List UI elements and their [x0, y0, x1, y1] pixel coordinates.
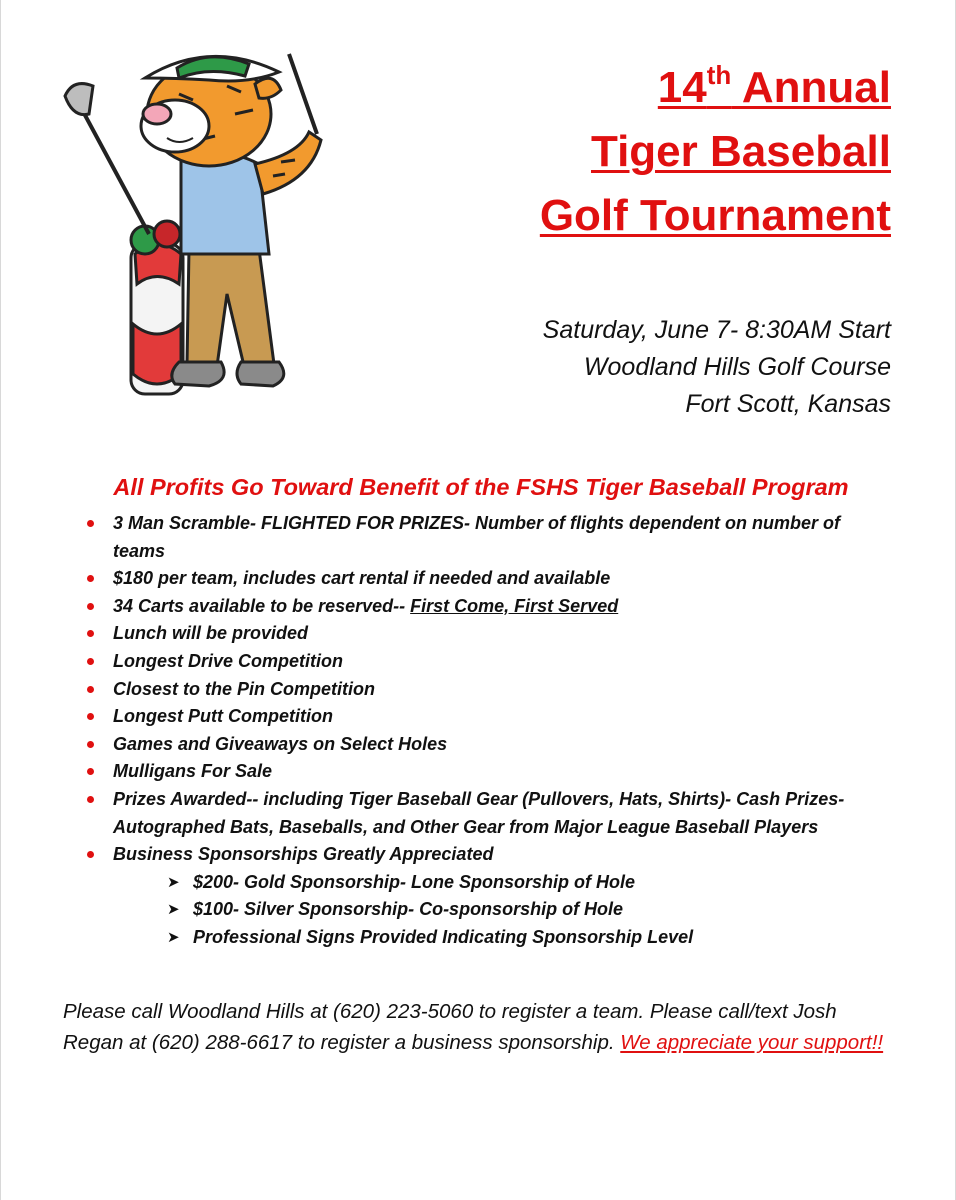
bullet-icon	[87, 520, 94, 527]
registration-text: Please call Woodland Hills at (620) 223-5060 to register a team. Please call/text Josh Regan at (620) 288-6617 to register a business sponsorship.	[63, 1000, 837, 1054]
tiger-golfer-mascot	[59, 44, 359, 424]
list-item: Mulligans For Sale	[87, 758, 887, 786]
list-item: Games and Giveaways on Select Holes	[87, 731, 887, 759]
title-line-2: Tiger Baseball	[591, 127, 891, 176]
list-item: Longest Putt Competition	[87, 703, 887, 731]
sponsorship-item: ➤ Professional Signs Provided Indicating Sponsorship Level	[167, 924, 887, 952]
list-item: Lunch will be provided	[87, 620, 887, 648]
list-item: 34 Carts available to be reserved-- First Come, First Served	[87, 593, 887, 621]
appreciation-text: We appreciate your support!!	[620, 1031, 884, 1054]
tournament-title	[540, 56, 891, 248]
title-ordinal: th	[706, 60, 732, 90]
details-list	[87, 510, 887, 952]
list-item: Business Sponsorships Greatly Appreciated ➤ $200- Gold Sponsorship- Lone Sponsorship of Hole ➤ $100- Silver Sponsorship- Co-sponsorship of Hole ➤ Professional Signs Provided Indicating Sponsorship Level	[87, 841, 887, 951]
arrow-icon: ➤	[167, 873, 180, 891]
bullet-icon	[87, 741, 94, 748]
sponsorship-list	[113, 869, 887, 952]
event-details	[543, 312, 891, 423]
bullet-icon	[87, 768, 94, 775]
list-item: $180 per team, includes cart rental if needed and available	[87, 565, 887, 593]
event-venue: Woodland Hills Golf Course	[583, 353, 891, 381]
list-item: Prizes Awarded-- including Tiger Baseball Gear (Pullovers, Hats, Shirts)- Cash Prizes- Autographed Bats, Baseballs, and Other Gear from Major League Baseball Players	[87, 786, 887, 841]
list-item: Closest to the Pin Competition	[87, 676, 887, 704]
bullet-icon	[87, 603, 94, 610]
arrow-icon: ➤	[167, 928, 180, 946]
bullet-icon	[87, 851, 94, 858]
sponsorship-item: ➤ $200- Gold Sponsorship- Lone Sponsorship of Hole	[167, 869, 887, 897]
event-location: Fort Scott, Kansas	[685, 390, 891, 418]
first-come-first-served: First Come, First Served	[410, 595, 619, 616]
bullet-icon	[87, 658, 94, 665]
bullet-icon	[87, 575, 94, 582]
sponsorship-item: ➤ $100- Silver Sponsorship- Co-sponsorship of Hole	[167, 896, 887, 924]
event-date-time: Saturday, June 7- 8:30AM Start	[542, 316, 891, 344]
title-number: 14	[657, 63, 707, 112]
bullet-icon	[87, 630, 94, 637]
title-line-1	[540, 56, 891, 120]
title-annual: Annual	[731, 63, 891, 112]
bullet-icon	[87, 686, 94, 693]
profits-heading: All Profits Go Toward Benefit of the FSHS Tiger Baseball Program	[113, 474, 849, 500]
registration-info	[63, 996, 893, 1058]
bullet-icon	[87, 796, 94, 803]
bullet-icon	[87, 713, 94, 720]
list-item: Longest Drive Competition	[87, 648, 887, 676]
title-line-3: Golf Tournament	[539, 191, 891, 240]
list-item: 3 Man Scramble- FLIGHTED FOR PRIZES- Number of flights dependent on number of teams	[87, 510, 887, 565]
arrow-icon: ➤	[167, 901, 180, 919]
